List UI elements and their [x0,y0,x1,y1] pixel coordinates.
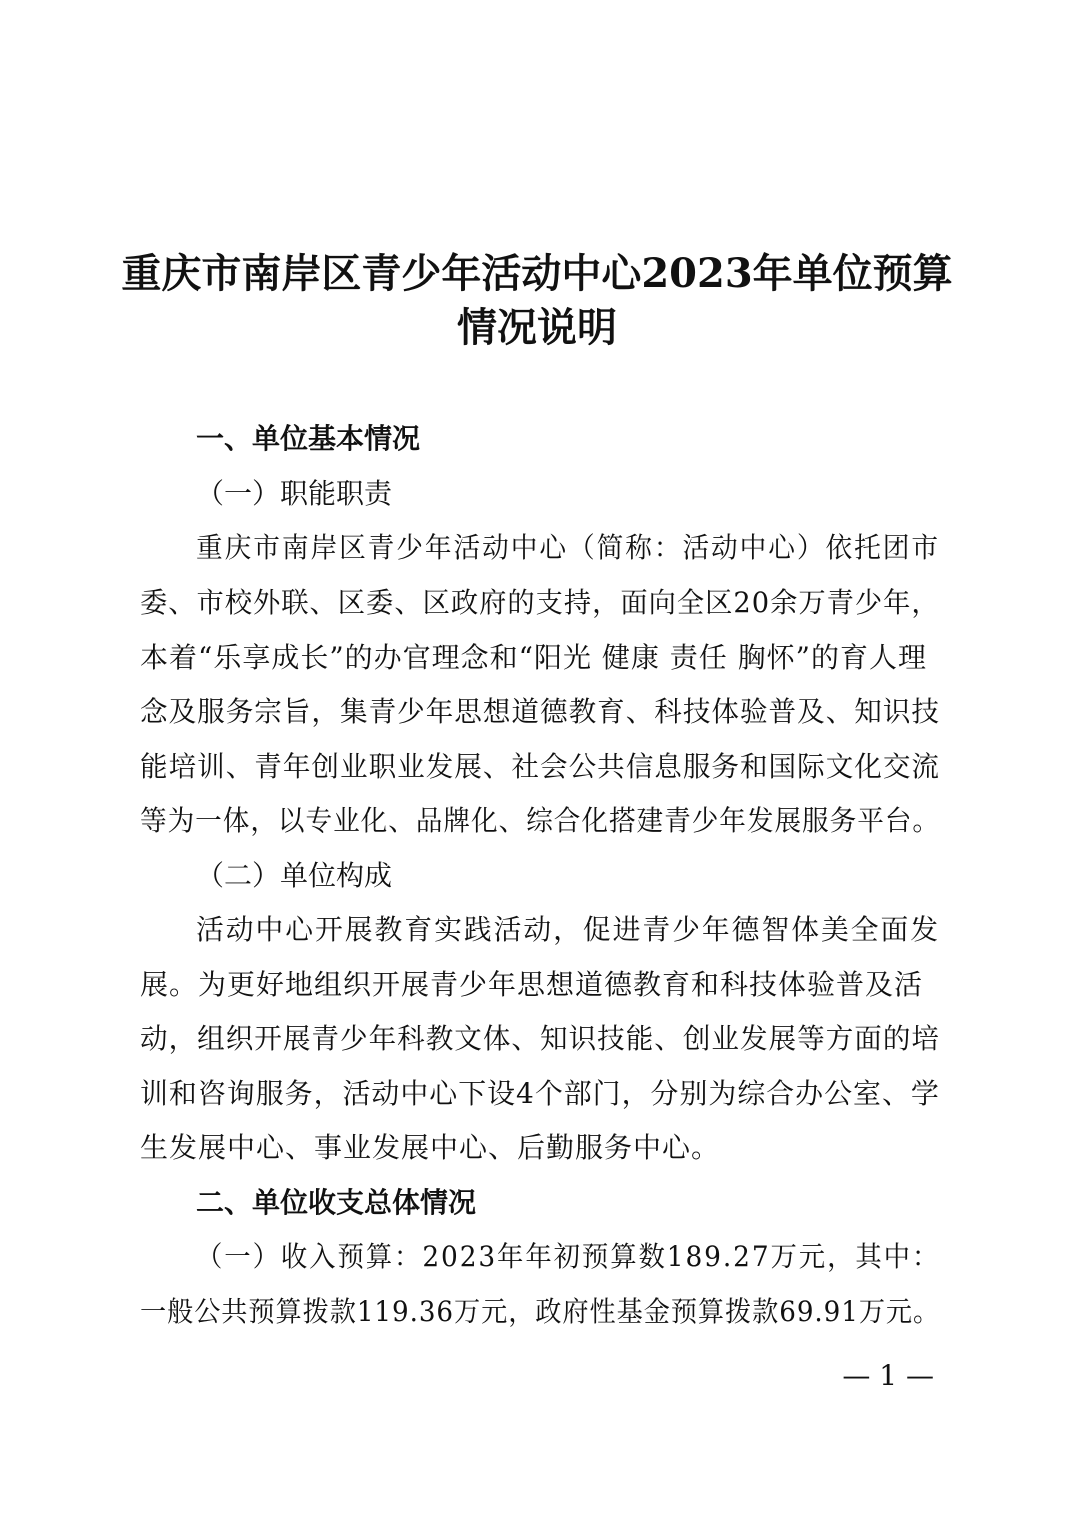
document-title: 重庆市南岸区青少年活动中心2023年单位预算 [121,250,953,297]
paragraph-line: 能培训、青年创业职业发展、社会公共信息服务和国际文化交流 [140,750,940,783]
subsection-heading-duties: （一）职能职责 [196,477,393,510]
paragraph-line: 念及服务宗旨，集青少年思想道德教育、科技体验普及、知识技 [140,695,940,728]
paragraph-line: 动，组织开展青少年科教文体、知识技能、创业发展等方面的培 [140,1022,940,1055]
paragraph-line: 重庆市南岸区青少年活动中心（简称：活动中心）依托团市 [196,531,940,564]
paragraph-line: 活动中心开展教育实践活动，促进青少年德智体美全面发 [196,913,941,946]
paragraph-line: 本着“乐享成长”的办官理念和“阳光 健康 责任 胸怀”的育人理 [140,641,927,674]
paragraph-line: 等为一体，以专业化、品牌化、综合化搭建青少年发展服务平台。 [140,804,940,837]
page-number: — 1 — [842,1359,934,1392]
paragraph-line: 委、市校外联、区委、区政府的支持，面向全区20余万青少年， [140,586,940,619]
paragraph-line: 训和咨询服务，活动中心下设4个部门，分别为综合办公室、学 [140,1077,940,1110]
paragraph-line: 一般公共预算拨款119.36万元，政府性基金预算拨款69.91万元。 [140,1295,941,1328]
paragraph-line: （一）收入预算：2023年年初预算数189.27万元，其中： [196,1240,941,1273]
document-title-line2: 情况说明 [457,304,617,351]
section-heading-basic-info: 一、单位基本情况 [196,422,421,455]
subsection-heading-composition: （二）单位构成 [196,859,393,892]
paragraph-line: 展。为更好地组织开展青少年思想道德教育和科技体验普及活 [140,968,924,1001]
section-heading-income-expense: 二、单位收支总体情况 [196,1186,477,1219]
paragraph-line: 生发展中心、事业发展中心、后勤服务中心。 [140,1131,721,1164]
